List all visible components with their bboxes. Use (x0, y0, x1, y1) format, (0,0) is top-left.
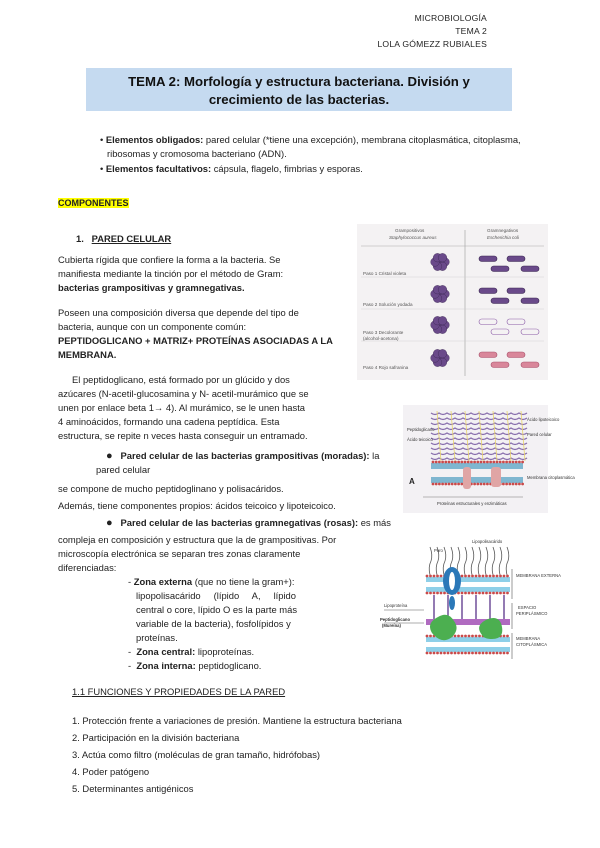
gn-label-cyto2: CITOPLÁSMICA (516, 642, 548, 647)
gn-label-lps: Lipopolisacárido (472, 539, 503, 544)
lipid-head (464, 592, 467, 595)
grampositive-wall-figure (403, 405, 575, 513)
p3-line: estructura, se repite n veces hasta conseguir un entramado. (58, 430, 308, 441)
p1-line: bacterias grampositivas y gramnegativas. (58, 282, 245, 293)
lipid-head (440, 652, 443, 655)
lipid-head (480, 461, 483, 464)
rod-cell (521, 329, 539, 335)
lipid-head (432, 461, 435, 464)
rod-cell (491, 362, 509, 368)
peptidoglycan-strand (431, 433, 527, 435)
function-item: 5. Determinantes antigénicos (72, 783, 194, 794)
p3-line: 4 aminoácidos, formando una cadena peptídica. Esta (58, 416, 280, 427)
lipid-head (506, 592, 509, 595)
lipid-head (508, 483, 511, 486)
rod-cell (521, 266, 539, 272)
lipid-head (429, 592, 432, 595)
lipid-head (502, 483, 505, 486)
gram-step-3b: (alcohol-acetona) (363, 336, 399, 341)
gn-label-peri2: PERIPLÁSMICO (516, 611, 548, 616)
lipid-head (468, 635, 471, 638)
lps-chain (492, 547, 495, 575)
lipid-head (454, 635, 457, 638)
rod-cell (479, 319, 497, 325)
lipid-head (485, 592, 488, 595)
gp-label-teichoic: Ácido teicoico (407, 437, 433, 442)
coccus-cell (438, 316, 447, 325)
lipid-head (492, 652, 495, 655)
p2-line: MEMBRANA. (58, 349, 117, 360)
lipid-head (515, 483, 518, 486)
zone-internal: - Zona interna: peptidoglicano. (128, 660, 262, 671)
lipid-head (433, 652, 436, 655)
lipid-head (461, 635, 464, 638)
lipid-head (486, 461, 489, 464)
gn-line: compleja en composición y estructura que la de grampositivas. Por (58, 534, 337, 545)
rod-cell (507, 319, 525, 325)
gramnegative-wall-figure (378, 537, 561, 669)
lipid-head (447, 652, 450, 655)
lipid-head (483, 461, 486, 464)
lipid-head (471, 652, 474, 655)
lipid-head (492, 592, 495, 595)
p1-line: manifiesta mediante la tinción por el método de Gram: (58, 268, 284, 279)
lipid-head (443, 652, 446, 655)
peptidoglycan-strand (431, 458, 527, 460)
lipid-head (478, 652, 481, 655)
header-subject: MICROBIOLOGÍA (414, 13, 487, 23)
gp-label-wall: Pared celular (527, 432, 552, 437)
lipid-head (457, 652, 460, 655)
lipid-head (454, 483, 457, 486)
gram-col1-sub: Staphylococcus aureus (389, 235, 437, 240)
gram-step-3: Paso 3 Decolorante (363, 330, 404, 335)
functions-heading: 1.1 FUNCIONES Y PROPIEDADES DE LA PARED (72, 686, 286, 697)
zone-external-line: lipopolisacárido (lípido A, lípido (136, 590, 296, 601)
lps-chain (499, 547, 502, 575)
gram-step-1: Paso 1 Cristal violeta (363, 271, 407, 276)
lipid-head (436, 575, 439, 578)
lipid-head (503, 575, 506, 578)
lipid-head (485, 652, 488, 655)
p3-line: El peptidoglicano, está formado por un glúcido y dos (72, 374, 290, 385)
gp-letter: A (409, 477, 415, 486)
bullet-gramnegative: ● Pared celular de las bacterias gramnegativas (rosas): es más (106, 517, 391, 529)
teichoic-acid (465, 411, 469, 461)
lps-chain (506, 547, 509, 575)
p2-line: bacteria, aunque con un componente común: (58, 321, 247, 332)
lipid-head (464, 652, 467, 655)
gn-label-pg: Peptidoglicano (380, 617, 411, 622)
lipid-head (475, 592, 478, 595)
lipid-head (503, 652, 506, 655)
lipid-head (505, 461, 508, 464)
lps-chain (478, 547, 481, 575)
gram-col1-title: Grampositivos (395, 228, 425, 233)
p2-line: PEPTIDOGLICANO + MATRIZ+ PROTEÍNAS ASOCIADAS A LA (58, 335, 333, 346)
lipid-head (508, 461, 511, 464)
lipid-head (471, 635, 474, 638)
lipid-head (505, 483, 508, 486)
lipid-head (448, 483, 451, 486)
lipid-head (521, 461, 524, 464)
lipid-head (475, 635, 478, 638)
lipid-head (426, 652, 429, 655)
lipid-head (451, 461, 454, 464)
peptidoglycan-strand (431, 418, 527, 420)
zone-external-line: central o core, lípido O es la parte más (136, 604, 298, 615)
lipid-head (471, 592, 474, 595)
lipid-head (518, 461, 521, 464)
gn-label-cyto1: MEMBRANA (516, 636, 541, 641)
lipid-head (518, 483, 521, 486)
lipid-head (468, 575, 471, 578)
lipid-head (499, 592, 502, 595)
lipid-head (470, 461, 473, 464)
lipid-head (478, 635, 481, 638)
lipid-head (433, 592, 436, 595)
lipid-head (499, 575, 502, 578)
function-item: 3. Actúa como filtro (moléculas de gran tamaño, hidrófobas) (72, 749, 321, 760)
lipid-head (467, 461, 470, 464)
gram-step-2: Paso 2 Solución yodada (363, 302, 413, 307)
gn-label-lipoprotein: Lipoproteína (384, 603, 408, 608)
lipid-head (440, 592, 443, 595)
rod-cell (491, 329, 509, 335)
lps-chain (485, 547, 488, 575)
lipid-head (426, 635, 429, 638)
rod-cell (521, 298, 539, 304)
coccus-cell (438, 253, 447, 262)
lipid-head (435, 483, 438, 486)
coccus-cell (438, 349, 447, 358)
lipid-head (441, 483, 444, 486)
lipid-head (482, 575, 485, 578)
lipid-head (476, 483, 479, 486)
gn-line: microscopía electrónica se separan tres zonas claramente (58, 548, 301, 559)
gram-step-4: Paso 4 Rojo safranina (363, 365, 409, 370)
header-topic: TEMA 2 (455, 26, 487, 36)
lipid-head (468, 652, 471, 655)
lipid-head (502, 461, 505, 464)
lps-chain (464, 547, 467, 575)
lipid-head (461, 652, 464, 655)
lipid-head (443, 592, 446, 595)
lipid-head (521, 483, 524, 486)
lipid-head (457, 483, 460, 486)
page-title: TEMA 2: Morfología y estructura bacteriana. División y crecimiento de las bacterias. (128, 74, 470, 107)
lipid-head (438, 483, 441, 486)
lipid-head (496, 461, 499, 464)
header-author: LOLA GÓMEZZ RUBIALES (377, 39, 487, 49)
lipid-head (489, 652, 492, 655)
lipid-head (438, 461, 441, 464)
lipid-head (464, 635, 467, 638)
lipid-head (476, 461, 479, 464)
lipid-head (512, 483, 515, 486)
lipid-head (506, 635, 509, 638)
lipid-head (436, 652, 439, 655)
function-item: 1. Protección frente a variaciones de presión. Mantiene la estructura bacteriana (72, 715, 402, 726)
lipid-head (475, 575, 478, 578)
gram-col2-title: Gramnegativos (487, 228, 519, 233)
bullet-mandatory: • Elementos obligados: pared celular (*tiene una excepción), membrana citoplasmática, citoplasma, (100, 134, 521, 145)
lipid-head (489, 575, 492, 578)
rod-cell (479, 352, 497, 358)
lipid-head (460, 461, 463, 464)
lipid-head (496, 575, 499, 578)
lipid-head (506, 575, 509, 578)
lipid-head (496, 592, 499, 595)
lipid-head (489, 461, 492, 464)
lipid-head (475, 652, 478, 655)
lipid-head (506, 652, 509, 655)
gp-label-proteins: Proteínas estructurales y enzimáticas (437, 501, 507, 506)
lipid-head (492, 575, 495, 578)
lipid-head (432, 483, 435, 486)
lipid-head (433, 575, 436, 578)
zone-central: - Zona central: lipoproteínas. (128, 646, 255, 657)
gn-line: diferenciadas: (58, 562, 117, 573)
gp-label-peptidoglycan: Peptidoglicano (407, 427, 435, 432)
gp-line: pared celular (96, 464, 151, 475)
lipid-head (444, 483, 447, 486)
lipid-head (489, 592, 492, 595)
gp-label-membrane: Membrana citoplasmática (527, 475, 575, 480)
lipid-head (429, 575, 432, 578)
lipid-head (429, 635, 432, 638)
gn-label-porin: Poro (434, 548, 443, 553)
lipid-head (440, 575, 443, 578)
p3-line: unen por enlace beta 1→ 4). Al murámico, se le unen hasta (58, 402, 306, 413)
lipid-head (429, 652, 432, 655)
components-heading: COMPONENTES (58, 198, 129, 208)
lipid-head (485, 575, 488, 578)
lipid-head (457, 635, 460, 638)
function-item: 2. Participación en la división bacteriana (72, 732, 240, 743)
peptidoglycan-strand (431, 438, 527, 440)
gram-col2-sub: Escherichia coli (487, 235, 519, 240)
lps-chain (443, 547, 446, 575)
coccus-cell (438, 285, 447, 294)
lipid-head (464, 575, 467, 578)
lipid-head (478, 592, 481, 595)
lipid-head (426, 575, 429, 578)
lipid-head (468, 592, 471, 595)
lipid-head (473, 483, 476, 486)
peptidoglycan-strand (431, 453, 527, 455)
lipid-head (441, 461, 444, 464)
lipid-head (499, 461, 502, 464)
bullet-mandatory-cont: ribosomas y cromosoma bacteriano (ADN). (107, 148, 287, 159)
p2-line: Poseen una composición diversa que depende del tipo de (58, 307, 299, 318)
lipid-head (454, 652, 457, 655)
gram-stain-figure (357, 224, 548, 380)
lipid-head (457, 461, 460, 464)
lipid-head (450, 652, 453, 655)
peptidoglycan-strand (431, 448, 527, 450)
lipid-head (426, 592, 429, 595)
p1-line: Cubierta rígida que confiere la forma a la bacteria. Se (58, 254, 281, 265)
lipid-head (492, 461, 495, 464)
lipid-head (471, 575, 474, 578)
lipid-head (482, 592, 485, 595)
lipid-head (499, 652, 502, 655)
gn-label-outer: MEMBRANA EXTERNA (516, 573, 561, 578)
gp-line: Además, tiene componentes propios: ácidos teicoico y lipoteicoico. (58, 500, 336, 511)
lipid-head (486, 483, 489, 486)
lipid-head (482, 652, 485, 655)
gn-label-peri1: ESPACIO (518, 605, 537, 610)
lipid-head (503, 592, 506, 595)
lipid-head (451, 483, 454, 486)
rod-cell (507, 352, 525, 358)
rod-cell (479, 256, 497, 262)
zone-external-line: variable de la bacteria), fosfolípidos y (136, 618, 291, 629)
gn-label-pg2: (Mureína) (382, 623, 401, 628)
lipid-head (496, 652, 499, 655)
rod-cell (507, 288, 525, 294)
lipid-head (515, 461, 518, 464)
rod-cell (491, 298, 509, 304)
lipid-head (448, 461, 451, 464)
bullet-grampositive: ● Pared celular de las bacterias grampositivas (moradas): la (106, 450, 380, 462)
rod-cell (491, 266, 509, 272)
bullet-optional: • Elementos facultativos: cápsula, flagelo, fimbrias y esporas. (100, 163, 363, 174)
peptidoglycan-strand (431, 428, 527, 430)
lps-chain (471, 547, 474, 575)
peptidoglycan-strand (431, 423, 527, 425)
lipid-head (461, 592, 464, 595)
lipid-head (473, 461, 476, 464)
peptidoglycan-strand (431, 443, 527, 445)
lipid-head (460, 483, 463, 486)
lps-chain (429, 547, 432, 575)
lipid-head (480, 483, 483, 486)
lipid-head (435, 461, 438, 464)
lipid-head (464, 461, 467, 464)
lipid-head (461, 575, 464, 578)
lipid-head (503, 635, 506, 638)
rod-cell (507, 256, 525, 262)
function-item: 4. Poder patógeno (72, 766, 150, 777)
zone-external-line: proteínas. (136, 632, 178, 643)
rod-cell (521, 362, 539, 368)
lipid-head (444, 461, 447, 464)
section-cell-wall: 1. PARED CELULAR (76, 233, 172, 244)
lipid-head (512, 461, 515, 464)
lipid-head (436, 592, 439, 595)
teichoic-acid (521, 411, 525, 461)
gp-label-lipo: Ácido lipoteicoico (527, 417, 560, 422)
zone-external: - Zona externa (que no tiene la gram+): (128, 576, 295, 587)
p3-line: azúcares (N-acetil-glucosamina y N- acetil-murámico que se (58, 388, 309, 399)
gp-line: se compone de mucho peptidoglinano y polisacáridos. (58, 483, 284, 494)
lipid-head (483, 483, 486, 486)
lipid-head (454, 461, 457, 464)
lipid-head (478, 575, 481, 578)
rod-cell (479, 288, 497, 294)
